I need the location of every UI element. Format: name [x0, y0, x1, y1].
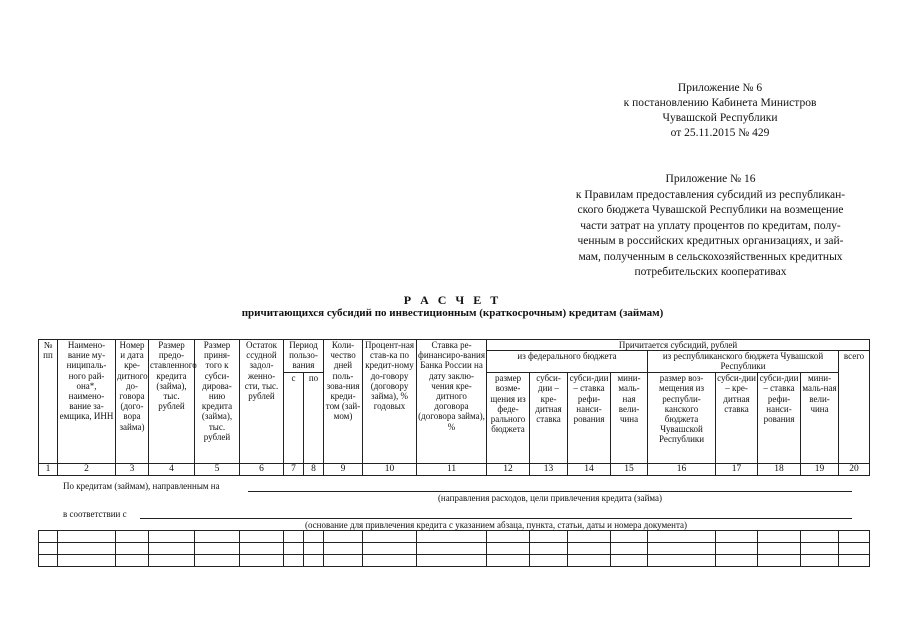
header-fed-compensation: размер возме-щения из феде-рального бюджета — [487, 373, 530, 464]
data-cell[interactable] — [39, 531, 58, 543]
approval2-line: ченным в российских кредитных организациях, и зай- — [577, 235, 844, 247]
basis-label: в соответствии с — [63, 509, 127, 519]
data-cell[interactable] — [487, 555, 530, 567]
column-number: 15 — [611, 464, 648, 476]
data-cell[interactable] — [801, 543, 839, 555]
data-cell[interactable] — [284, 555, 304, 567]
approval2-line: к Правилам предоставления субсидий из республикан- — [575, 188, 846, 201]
header-number: № пп — [39, 340, 58, 464]
approval2-line: потребительских кооперативах — [634, 266, 787, 278]
data-cell[interactable] — [363, 543, 417, 555]
header-days: Коли-чество дней поль-зова-ния креди-том (зай-мом) — [324, 340, 363, 464]
data-cell[interactable] — [801, 531, 839, 543]
header-balance: Остаток ссудной задол-женно-сти, тыс. рублей — [240, 340, 284, 464]
data-cell[interactable] — [568, 543, 611, 555]
header-interest-rate: Процент-ная став-ка по кредит-ному до-говору (договору займа), % годовых — [363, 340, 417, 464]
column-number: 7 — [284, 464, 304, 476]
column-number: 9 — [324, 464, 363, 476]
column-number: 3 — [116, 464, 149, 476]
data-cell[interactable] — [304, 543, 324, 555]
table-row — [39, 531, 870, 543]
data-cell[interactable] — [530, 543, 568, 555]
header-total: всего — [839, 351, 870, 464]
loan-purpose-line[interactable] — [248, 491, 852, 492]
column-number: 14 — [568, 464, 611, 476]
data-cell[interactable] — [284, 543, 304, 555]
data-cell[interactable] — [39, 555, 58, 567]
header-period-to: по — [304, 373, 324, 464]
column-number: 17 — [716, 464, 758, 476]
approval-block-1 — [560, 81, 880, 141]
document-title: Р А С Ч Е Т — [403, 293, 502, 307]
table-row — [39, 543, 870, 555]
header-period: Период пользо-вания — [284, 340, 324, 373]
column-number: 6 — [240, 464, 284, 476]
data-cell[interactable] — [195, 543, 240, 555]
data-cell[interactable] — [801, 555, 839, 567]
data-cell[interactable] — [240, 555, 284, 567]
basis-hint: (основание для привлечения кредита с указанием абзаца, пункта, статьи, даты и номера документа) — [304, 520, 688, 530]
data-cell[interactable] — [58, 543, 116, 555]
header-rep-refinancing: субси-дии – ставка рефи-нанси-рования — [758, 373, 801, 464]
data-cell[interactable] — [116, 543, 149, 555]
data-cell[interactable] — [58, 531, 116, 543]
data-cell[interactable] — [363, 531, 417, 543]
data-cell[interactable] — [58, 555, 116, 567]
column-number: 5 — [195, 464, 240, 476]
data-cell[interactable] — [240, 543, 284, 555]
data-cell[interactable] — [39, 543, 58, 555]
data-cell[interactable] — [758, 531, 801, 543]
header-federal-budget: из федерального бюджета — [487, 351, 648, 373]
data-cell[interactable] — [417, 531, 487, 543]
data-cell[interactable] — [758, 555, 801, 567]
data-cell[interactable] — [149, 531, 195, 543]
column-number: 12 — [487, 464, 530, 476]
data-cell[interactable] — [648, 531, 716, 543]
column-number: 19 — [801, 464, 839, 476]
data-cell[interactable] — [149, 555, 195, 567]
data-cell[interactable] — [284, 531, 304, 543]
data-cell[interactable] — [149, 543, 195, 555]
header-rep-credit-rate: субси-дии – кре-дитная ставка — [716, 373, 758, 464]
column-number: 20 — [839, 464, 870, 476]
data-cell[interactable] — [487, 531, 530, 543]
column-number: 1 — [39, 464, 58, 476]
data-cell[interactable] — [530, 531, 568, 543]
column-number: 18 — [758, 464, 801, 476]
header-rep-compensation: размер воз-мещения из республи-канского бюджета Чувашской Республики — [648, 373, 716, 464]
data-cell[interactable] — [568, 531, 611, 543]
approval2-line: мам, полученным в сельскохозяйственных кредитных — [578, 250, 843, 263]
header-refinancing-rate: Ставка ре-финансиро-вания Банка России на дату заклю-чения кре-дитного договора (договора займа), % — [417, 340, 487, 464]
approval1-line: Приложение № 6 — [677, 82, 763, 94]
header-fed-refinancing: субси-дии – ставка рефи-нанси-рования — [568, 373, 611, 464]
data-cell[interactable] — [363, 555, 417, 567]
header-fed-credit-rate: субси-дии – кре-дитная ставка — [530, 373, 568, 464]
calculation-table — [38, 339, 870, 476]
approval1-line: Чувашской Республики — [662, 112, 778, 124]
header-republic-budget: из республиканского бюджета Чувашской Республики — [648, 351, 839, 373]
approval1-line: от 25.11.2015 № 429 — [670, 127, 770, 139]
data-cell[interactable] — [839, 543, 870, 555]
approval2-line: части затрат на уплату процентов по кредитам, полу- — [580, 219, 841, 232]
data-cell[interactable] — [716, 531, 758, 543]
data-cell[interactable] — [611, 543, 648, 555]
data-cell[interactable] — [195, 531, 240, 543]
header-municipality: Наимено-вание му-ниципаль-ного рай-она*, наимено-вание за-емщика, ИНН — [58, 340, 116, 464]
column-number: 10 — [363, 464, 417, 476]
document-subtitle: причитающихся субсидий по инвестиционным (краткосрочным) кредитам (займам) — [241, 307, 664, 319]
column-number: 8 — [304, 464, 324, 476]
data-cell[interactable] — [487, 543, 530, 555]
data-cell[interactable] — [195, 555, 240, 567]
column-number: 16 — [648, 464, 716, 476]
header-rep-minimum: мини-маль-ная вели-чина — [801, 373, 839, 464]
data-cell[interactable] — [304, 555, 324, 567]
data-cell[interactable] — [324, 531, 363, 543]
loan-purpose-label: По кредитам (займам), направленным на — [63, 481, 220, 491]
approval-block-2 — [553, 172, 868, 281]
data-cell[interactable] — [240, 531, 284, 543]
column-number: 13 — [530, 464, 568, 476]
basis-line[interactable] — [140, 518, 852, 519]
data-cell[interactable] — [648, 555, 716, 567]
data-cell[interactable] — [324, 555, 363, 567]
column-number-row — [39, 464, 870, 476]
column-number: 2 — [58, 464, 116, 476]
data-cell[interactable] — [417, 543, 487, 555]
data-cell[interactable] — [568, 555, 611, 567]
data-cell[interactable] — [611, 531, 648, 543]
header-fed-minimum: мини-маль-ная вели-чина — [611, 373, 648, 464]
data-cell[interactable] — [716, 543, 758, 555]
data-cell[interactable] — [530, 555, 568, 567]
header-contract: Номер и дата кре-дитного до-говора (дого-вора займа) — [116, 340, 149, 464]
data-cell[interactable] — [304, 531, 324, 543]
table-row — [39, 555, 870, 567]
column-number: 11 — [417, 464, 487, 476]
loan-purpose-hint: (направления расходов, цели привлечения кредита (займа) — [437, 493, 663, 503]
column-number: 4 — [149, 464, 195, 476]
data-cell[interactable] — [839, 555, 870, 567]
approval2-line: Приложение № 16 — [665, 173, 756, 185]
data-cell[interactable] — [611, 555, 648, 567]
data-cell[interactable] — [648, 543, 716, 555]
data-cell[interactable] — [116, 555, 149, 567]
header-period-from: с — [284, 373, 304, 464]
blank-data-rows — [38, 530, 870, 567]
approval1-line: к постановлению Кабинета Министров — [623, 97, 817, 109]
header-accepted-size: Размер приня-того к субси-дирова-нию кредита (займа), тыс. рублей — [195, 340, 240, 464]
approval2-line: ского бюджета Чувашской Республики на возмещение — [577, 204, 844, 216]
data-cell[interactable] — [758, 543, 801, 555]
data-cell[interactable] — [716, 555, 758, 567]
data-cell[interactable] — [116, 531, 149, 543]
header-subsidies-due: Причитается субсидий, рублей — [487, 340, 870, 351]
data-cell[interactable] — [324, 543, 363, 555]
data-cell[interactable] — [839, 531, 870, 543]
header-loan-size: Размер предо-ставленного кредита (займа), тыс. рублей — [149, 340, 195, 464]
data-cell[interactable] — [417, 555, 487, 567]
